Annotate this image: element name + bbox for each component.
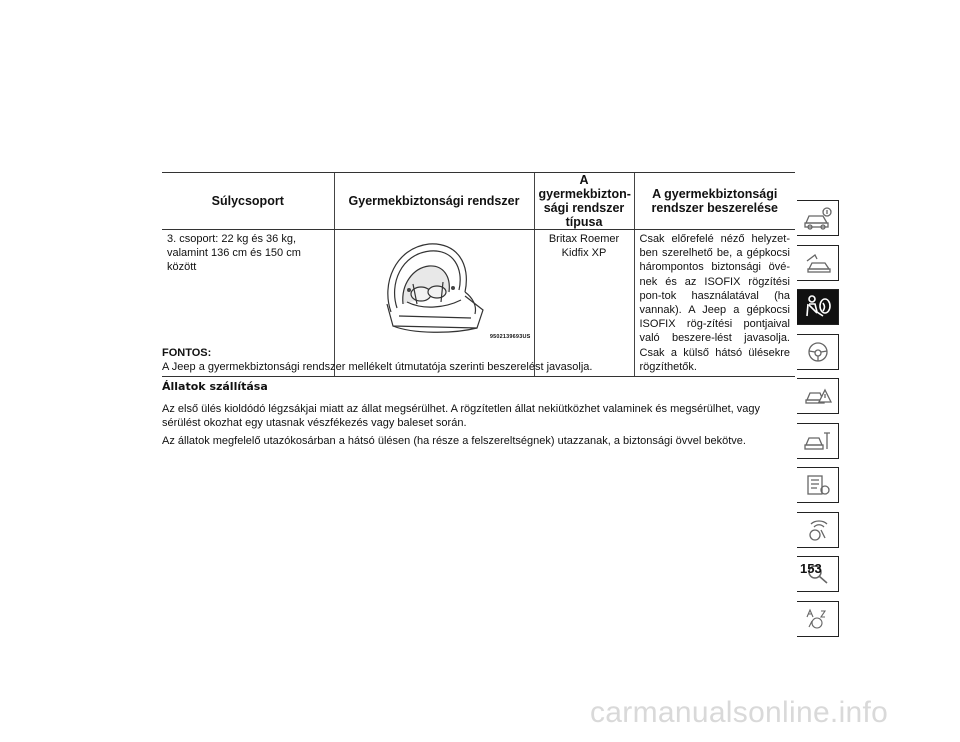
header-child-restraint: Gyermekbiztonsági rendszer	[334, 173, 534, 230]
cell-installation: Csak előrefelé néző helyzet-ben szerelhető be, a gépkocsi hárompontos biztonsági övé-nek és az ISOFIX rögzítési pon-tok használatával (ha vannak). A Jeep a gépkocsi ISOFIX rög-zítési pontjaival való beszere-lést javasolja. Csak a külső hátsó ülésekre rögzíthetők.	[634, 230, 795, 377]
tab-steering[interactable]	[797, 334, 839, 370]
tab-index[interactable]	[797, 601, 839, 637]
tab-specifications[interactable]	[797, 467, 839, 503]
header-restraint-type: A gyermekbizton-sági rendszer típusa	[534, 173, 634, 230]
page-number: 153	[800, 561, 822, 576]
seatbelt-airbag-icon	[803, 294, 833, 320]
car-keys-icon	[803, 251, 833, 275]
index-letters-icon	[803, 607, 833, 631]
header-weight-group: Súlycsoport	[162, 173, 334, 230]
specifications-list-icon	[803, 473, 833, 497]
multimedia-icon	[803, 518, 833, 542]
cell-weight-group: 3. csoport: 22 kg és 36 kg, valamint 136 cm és 150 cm között	[162, 230, 334, 377]
section-paragraph-2: Az állatok megfelelő utazókosárban a hátsó ülésen (ha része a felszereltségnek) utazzanak, a biztonsági övvel bekötve.	[162, 435, 746, 447]
steering-wheel-icon	[803, 340, 833, 364]
chapter-tabs	[797, 200, 839, 645]
table-header-row	[162, 173, 795, 230]
child-seat-illustration	[373, 234, 497, 334]
tab-car-info[interactable]	[797, 200, 839, 236]
section-heading: Állatok szállítása	[162, 380, 268, 393]
tab-car-keys[interactable]	[797, 245, 839, 281]
car-info-icon	[803, 206, 833, 230]
notice	[162, 346, 797, 374]
tab-multimedia[interactable]	[797, 512, 839, 548]
restraint-type-line1: Britax Roemer	[548, 233, 620, 245]
warning-car-icon	[803, 384, 833, 408]
car-tools-icon	[803, 429, 833, 453]
notice-text: A Jeep a gyermekbiztonsági rendszer mellékelt útmutatója szerinti beszerelést javasolja.	[162, 361, 593, 373]
tab-warning[interactable]	[797, 378, 839, 414]
section-paragraph-1: Az első ülés kioldódó légzsákjai miatt az állat megsérülhet. A rögzítetlen állat nekiütközhet valaminek és megsérülhet, vagy sérülést okozhat egy utasnak vészfékezés vagy baleset során.	[162, 403, 760, 429]
header-installation: A gyermekbiztonsági rendszer beszerelése	[634, 173, 795, 230]
tab-maintenance[interactable]	[797, 423, 839, 459]
notice-title: FONTOS:	[162, 347, 212, 359]
restraint-type-line2: Kidfix XP	[561, 247, 607, 260]
watermark: carmanualsonline.info	[590, 696, 889, 729]
tab-safety[interactable]	[797, 289, 839, 325]
image-code: 9502139693US	[489, 333, 531, 340]
